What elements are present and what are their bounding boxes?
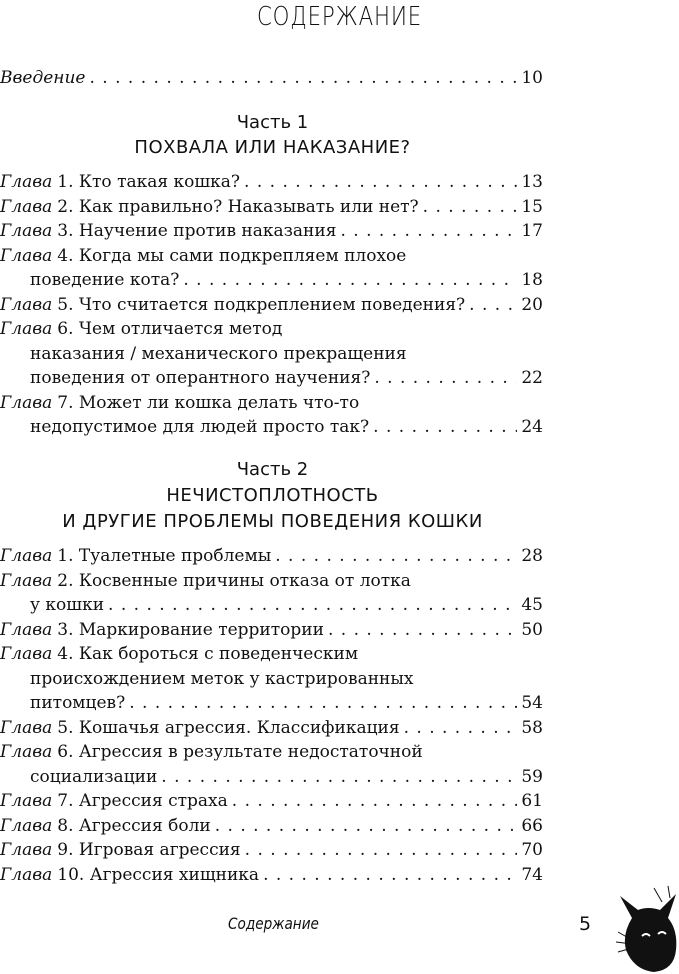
chapter-title: 3. Научение против наказания	[57, 221, 337, 241]
leader-dots	[129, 691, 517, 715]
toc-entry-line[interactable]	[0, 593, 543, 617]
toc-entry-line[interactable]	[0, 366, 543, 390]
chapter-prefix: Глава	[0, 196, 53, 217]
cat-icon	[612, 884, 679, 974]
toc-entry-line[interactable]	[0, 268, 543, 292]
toc-entry-line[interactable]	[0, 765, 543, 789]
page-ref: 70	[521, 840, 543, 860]
leader-dots	[244, 170, 517, 194]
chapter-title: 7. Может ли кошка делать что-то	[57, 392, 360, 413]
chapter-title: 6. Агрессия в результате недостаточной	[57, 742, 423, 762]
chapter-prefix: Глава	[0, 221, 53, 241]
leader-dots	[374, 366, 517, 390]
leader-dots	[275, 544, 517, 568]
toc-entry-line[interactable]	[0, 667, 543, 691]
chapter-title: 4. Когда мы сами подкрепляем плохое	[57, 245, 407, 266]
page-ref: 13	[521, 172, 543, 192]
leader-dots	[469, 293, 517, 317]
page-ref: 17	[521, 221, 543, 241]
chapter-prefix: Глава	[0, 864, 53, 885]
leader-dots	[340, 219, 517, 243]
toc-entry-line[interactable]	[0, 814, 543, 838]
chapter-prefix: Глава	[0, 619, 53, 640]
toc-entry-intro[interactable]	[0, 66, 543, 90]
leader-dots	[423, 195, 518, 219]
chapter-title: происхождением меток у кастрированных	[30, 668, 414, 689]
leader-dots	[183, 268, 517, 292]
chapter-title: у кошки	[30, 595, 105, 615]
page-ref: 20	[521, 294, 543, 315]
chapter-title: 10. Агрессия хищника	[57, 864, 260, 885]
running-title: Содержание	[228, 914, 319, 933]
page-ref: 10	[521, 68, 543, 88]
toc-entry-line[interactable]	[0, 415, 543, 439]
toc-entry-line[interactable]	[0, 618, 543, 642]
chapter-prefix: Глава	[0, 644, 53, 664]
toc-entry-line[interactable]	[0, 716, 543, 740]
page-ref: 54	[521, 693, 543, 713]
chapter-prefix: Глава	[0, 815, 53, 836]
part1-label: Часть 1	[236, 112, 309, 133]
part2-title-line1: НЕЧИСТОПЛОТНОСТЬ	[166, 485, 379, 506]
toc-entry-line[interactable]	[0, 317, 543, 341]
leader-dots	[263, 863, 517, 887]
toc-entry-line[interactable]	[0, 391, 543, 415]
chapter-title: наказания / механического прекращения	[30, 343, 407, 364]
toc-entry-line[interactable]	[0, 789, 543, 813]
chapter-title: 3. Маркирование территории	[57, 619, 324, 640]
page-ref: 15	[521, 196, 543, 217]
page-title: СОДЕРЖАНИЕ	[256, 2, 423, 32]
chapter-title: 2. Как правильно? Наказывать или нет?	[57, 196, 419, 217]
page-ref: 45	[521, 595, 543, 615]
toc-entry-line[interactable]	[0, 740, 543, 764]
chapter-title: 6. Чем отличается метод	[57, 319, 283, 339]
chapter-prefix: Глава	[0, 392, 53, 413]
toc-entry-line[interactable]	[0, 569, 543, 593]
toc-entry-line[interactable]	[0, 544, 543, 568]
chapter-title: 9. Игровая агрессия	[57, 840, 241, 860]
page-ref: 66	[521, 815, 543, 836]
chapter-prefix: Глава	[0, 319, 53, 339]
page-ref: 61	[521, 791, 543, 811]
page-ref: 59	[521, 766, 543, 787]
leader-dots	[90, 66, 518, 90]
chapter-title: недопустимое для людей просто так?	[30, 417, 370, 437]
intro-label: Введение	[0, 68, 86, 88]
leader-dots	[215, 814, 518, 838]
chapter-prefix: Глава	[0, 172, 53, 192]
toc-entry-line[interactable]	[0, 170, 543, 194]
leader-dots	[245, 838, 518, 862]
chapter-prefix: Глава	[0, 742, 53, 762]
part2-title-line2: И ДРУГИЕ ПРОБЛЕМЫ ПОВЕДЕНИЯ КОШКИ	[62, 511, 483, 532]
page-ref: 22	[521, 368, 543, 388]
chapter-prefix: Глава	[0, 294, 53, 315]
toc-entry-line[interactable]	[0, 863, 543, 887]
chapter-prefix: Глава	[0, 570, 53, 591]
chapter-prefix: Глава	[0, 546, 53, 566]
toc-entry-line[interactable]	[0, 219, 543, 243]
chapter-title: социализации	[30, 766, 158, 787]
part2-label: Часть 2	[236, 459, 309, 480]
toc-entry-line[interactable]	[0, 293, 543, 317]
leader-dots	[328, 618, 517, 642]
chapter-title: 2. Косвенные причины отказа от лотка	[57, 570, 411, 591]
chapter-title: поведения от оперантного научения?	[30, 368, 371, 388]
chapter-title: 5. Что считается подкреплением поведения?	[57, 294, 466, 315]
toc-entry-line[interactable]	[0, 691, 543, 715]
toc-entry-line[interactable]	[0, 342, 543, 366]
chapter-title: 5. Кошачья агрессия. Классификация	[57, 717, 400, 738]
page-ref: 24	[521, 417, 543, 437]
page-ref: 28	[521, 546, 543, 566]
toc-entry-line[interactable]	[0, 838, 543, 862]
part1-title: ПОХВАЛА ИЛИ НАКАЗАНИЕ?	[134, 137, 411, 158]
page-ref: 50	[521, 619, 543, 640]
toc-entry-line[interactable]	[0, 642, 543, 666]
chapter-prefix: Глава	[0, 717, 53, 738]
page-ref: 18	[521, 270, 543, 290]
leader-dots	[232, 789, 518, 813]
leader-dots	[404, 716, 518, 740]
chapter-title: питомцев?	[30, 693, 126, 713]
leader-dots	[108, 593, 517, 617]
page-ref: 74	[521, 864, 543, 885]
chapter-prefix: Глава	[0, 791, 53, 811]
page-ref: 58	[521, 717, 543, 738]
chapter-title: 7. Агрессия страха	[57, 791, 228, 811]
leader-dots	[161, 765, 517, 789]
leader-dots	[373, 415, 517, 439]
chapter-title: 1. Туалетные проблемы	[57, 546, 272, 566]
chapter-prefix: Глава	[0, 840, 53, 860]
chapter-title: 4. Как бороться с поведенческим	[57, 644, 359, 664]
chapter-title: поведение кота?	[30, 270, 180, 290]
toc-entry-line[interactable]	[0, 195, 543, 219]
toc-entry-line[interactable]	[0, 244, 543, 268]
chapter-prefix: Глава	[0, 245, 53, 266]
chapter-title: 8. Агрессия боли	[57, 815, 211, 836]
page-number: 5	[579, 913, 592, 935]
chapter-title: 1. Кто такая кошка?	[57, 172, 241, 192]
